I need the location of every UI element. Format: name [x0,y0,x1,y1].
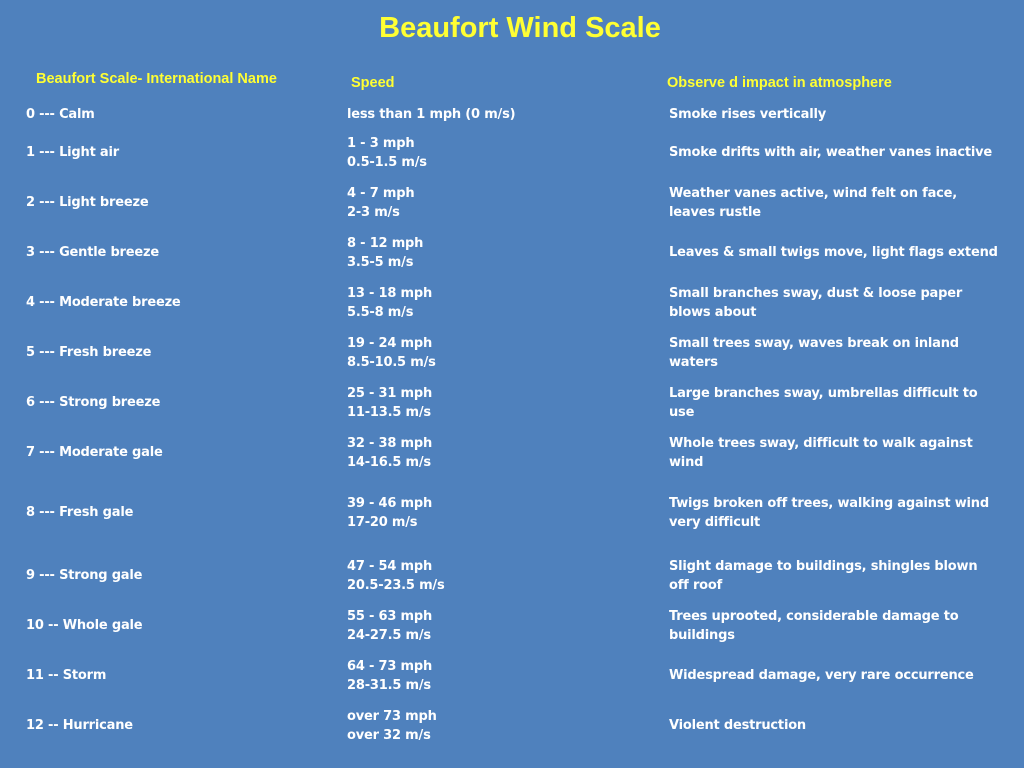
speed-cell [347,432,647,474]
table-row [0,605,1024,647]
speed-cell [347,555,647,597]
speed-cell [347,332,647,374]
speed-value: 1 - 3 mph [347,135,415,151]
scale-name-cell: 3 --- Gentle breeze [26,245,159,261]
scale-name-cell: 4 --- Moderate breeze [26,295,181,311]
column-header-name: Beaufort Scale- International Name [36,71,277,87]
speed-value: 19 - 24 mph [347,335,433,351]
table-row [0,232,1024,274]
impact-cell: Violent destruction [669,718,806,734]
impact-cell: Small trees sway, waves break on inland waters [669,335,959,370]
scale-name-cell: 0 --- Calm [26,107,95,123]
speed-value: 55 - 63 mph [347,608,433,624]
speed-value: 8 - 12 mph [347,235,424,251]
speed-value: 17-20 m/s [347,515,418,530]
table-row [0,382,1024,424]
impact-cell: Small branches sway, dust & loose paper blows about [669,285,963,320]
table-row [0,104,1024,126]
speed-value: 25 - 31 mph [347,385,433,401]
scale-name-cell: 6 --- Strong breeze [26,395,161,411]
speed-value: over 32 m/s [347,728,431,743]
speed-value: 3.5-5 m/s [347,255,414,270]
speed-value: 5.5-8 m/s [347,305,414,320]
table-row [0,332,1024,374]
speed-value: less than 1 mph (0 m/s) [347,107,516,123]
scale-name-cell: 12 -- Hurricane [26,718,133,734]
speed-value: 14-16.5 m/s [347,455,431,470]
speed-value: 11-13.5 m/s [347,405,431,420]
scale-name-cell: 1 --- Light air [26,145,119,161]
speed-value: 13 - 18 mph [347,285,433,301]
speed-value: 20.5-23.5 m/s [347,578,445,593]
table-row [0,432,1024,474]
speed-cell [347,605,647,647]
table-row [0,655,1024,697]
table-row [0,282,1024,324]
speed-cell [347,482,647,544]
scale-name-cell: 11 -- Storm [26,668,107,684]
column-header-impact: Observe d impact in atmosphere [667,75,892,91]
speed-value: 32 - 38 mph [347,435,433,451]
speed-cell [347,104,647,126]
impact-cell: Large branches sway, umbrellas difficult to use [669,385,978,420]
impact-cell: Widespread damage, very rare occurrence [669,668,974,684]
speed-cell [347,132,647,174]
table-row [0,555,1024,597]
scale-name-cell: 10 -- Whole gale [26,618,143,634]
scale-name-cell: 9 --- Strong gale [26,568,143,584]
table-row [0,182,1024,224]
speed-value: 28-31.5 m/s [347,678,431,693]
speed-cell [347,232,647,274]
scale-name-cell: 7 --- Moderate gale [26,445,163,461]
speed-cell [347,282,647,324]
slide-title: Beaufort Wind Scale [379,12,661,44]
scale-name-cell: 2 --- Light breeze [26,195,149,211]
table-row [0,482,1024,544]
speed-cell [347,705,647,747]
speed-value: 2-3 m/s [347,205,400,220]
speed-value: 47 - 54 mph [347,558,433,574]
scale-name-cell: 8 --- Fresh gale [26,505,134,521]
column-header-speed: Speed [351,75,395,91]
impact-cell: Smoke drifts with air, weather vanes inactive [669,145,992,161]
table-row [0,705,1024,747]
speed-value: 8.5-10.5 m/s [347,355,436,370]
speed-value: 4 - 7 mph [347,185,415,201]
impact-cell: Whole trees sway, difficult to walk against wind [669,435,973,470]
impact-cell: Trees uprooted, considerable damage to buildings [669,608,959,643]
impact-cell: Twigs broken off trees, walking against wind very difficult [669,495,989,530]
impact-cell: Leaves & small twigs move, light flags extend [669,245,998,261]
speed-value: 24-27.5 m/s [347,628,431,643]
impact-cell: Weather vanes active, wind felt on face, leaves rustle [669,185,957,220]
scale-name-cell: 5 --- Fresh breeze [26,345,152,361]
speed-value: over 73 mph [347,708,437,724]
speed-value: 0.5-1.5 m/s [347,155,427,170]
table-row [0,132,1024,174]
speed-cell [347,655,647,697]
speed-cell [347,382,647,424]
impact-cell: Smoke rises vertically [669,107,827,123]
speed-cell [347,182,647,224]
speed-value: 39 - 46 mph [347,495,433,511]
impact-cell: Slight damage to buildings, shingles blown off roof [669,558,978,593]
speed-value: 64 - 73 mph [347,658,433,674]
